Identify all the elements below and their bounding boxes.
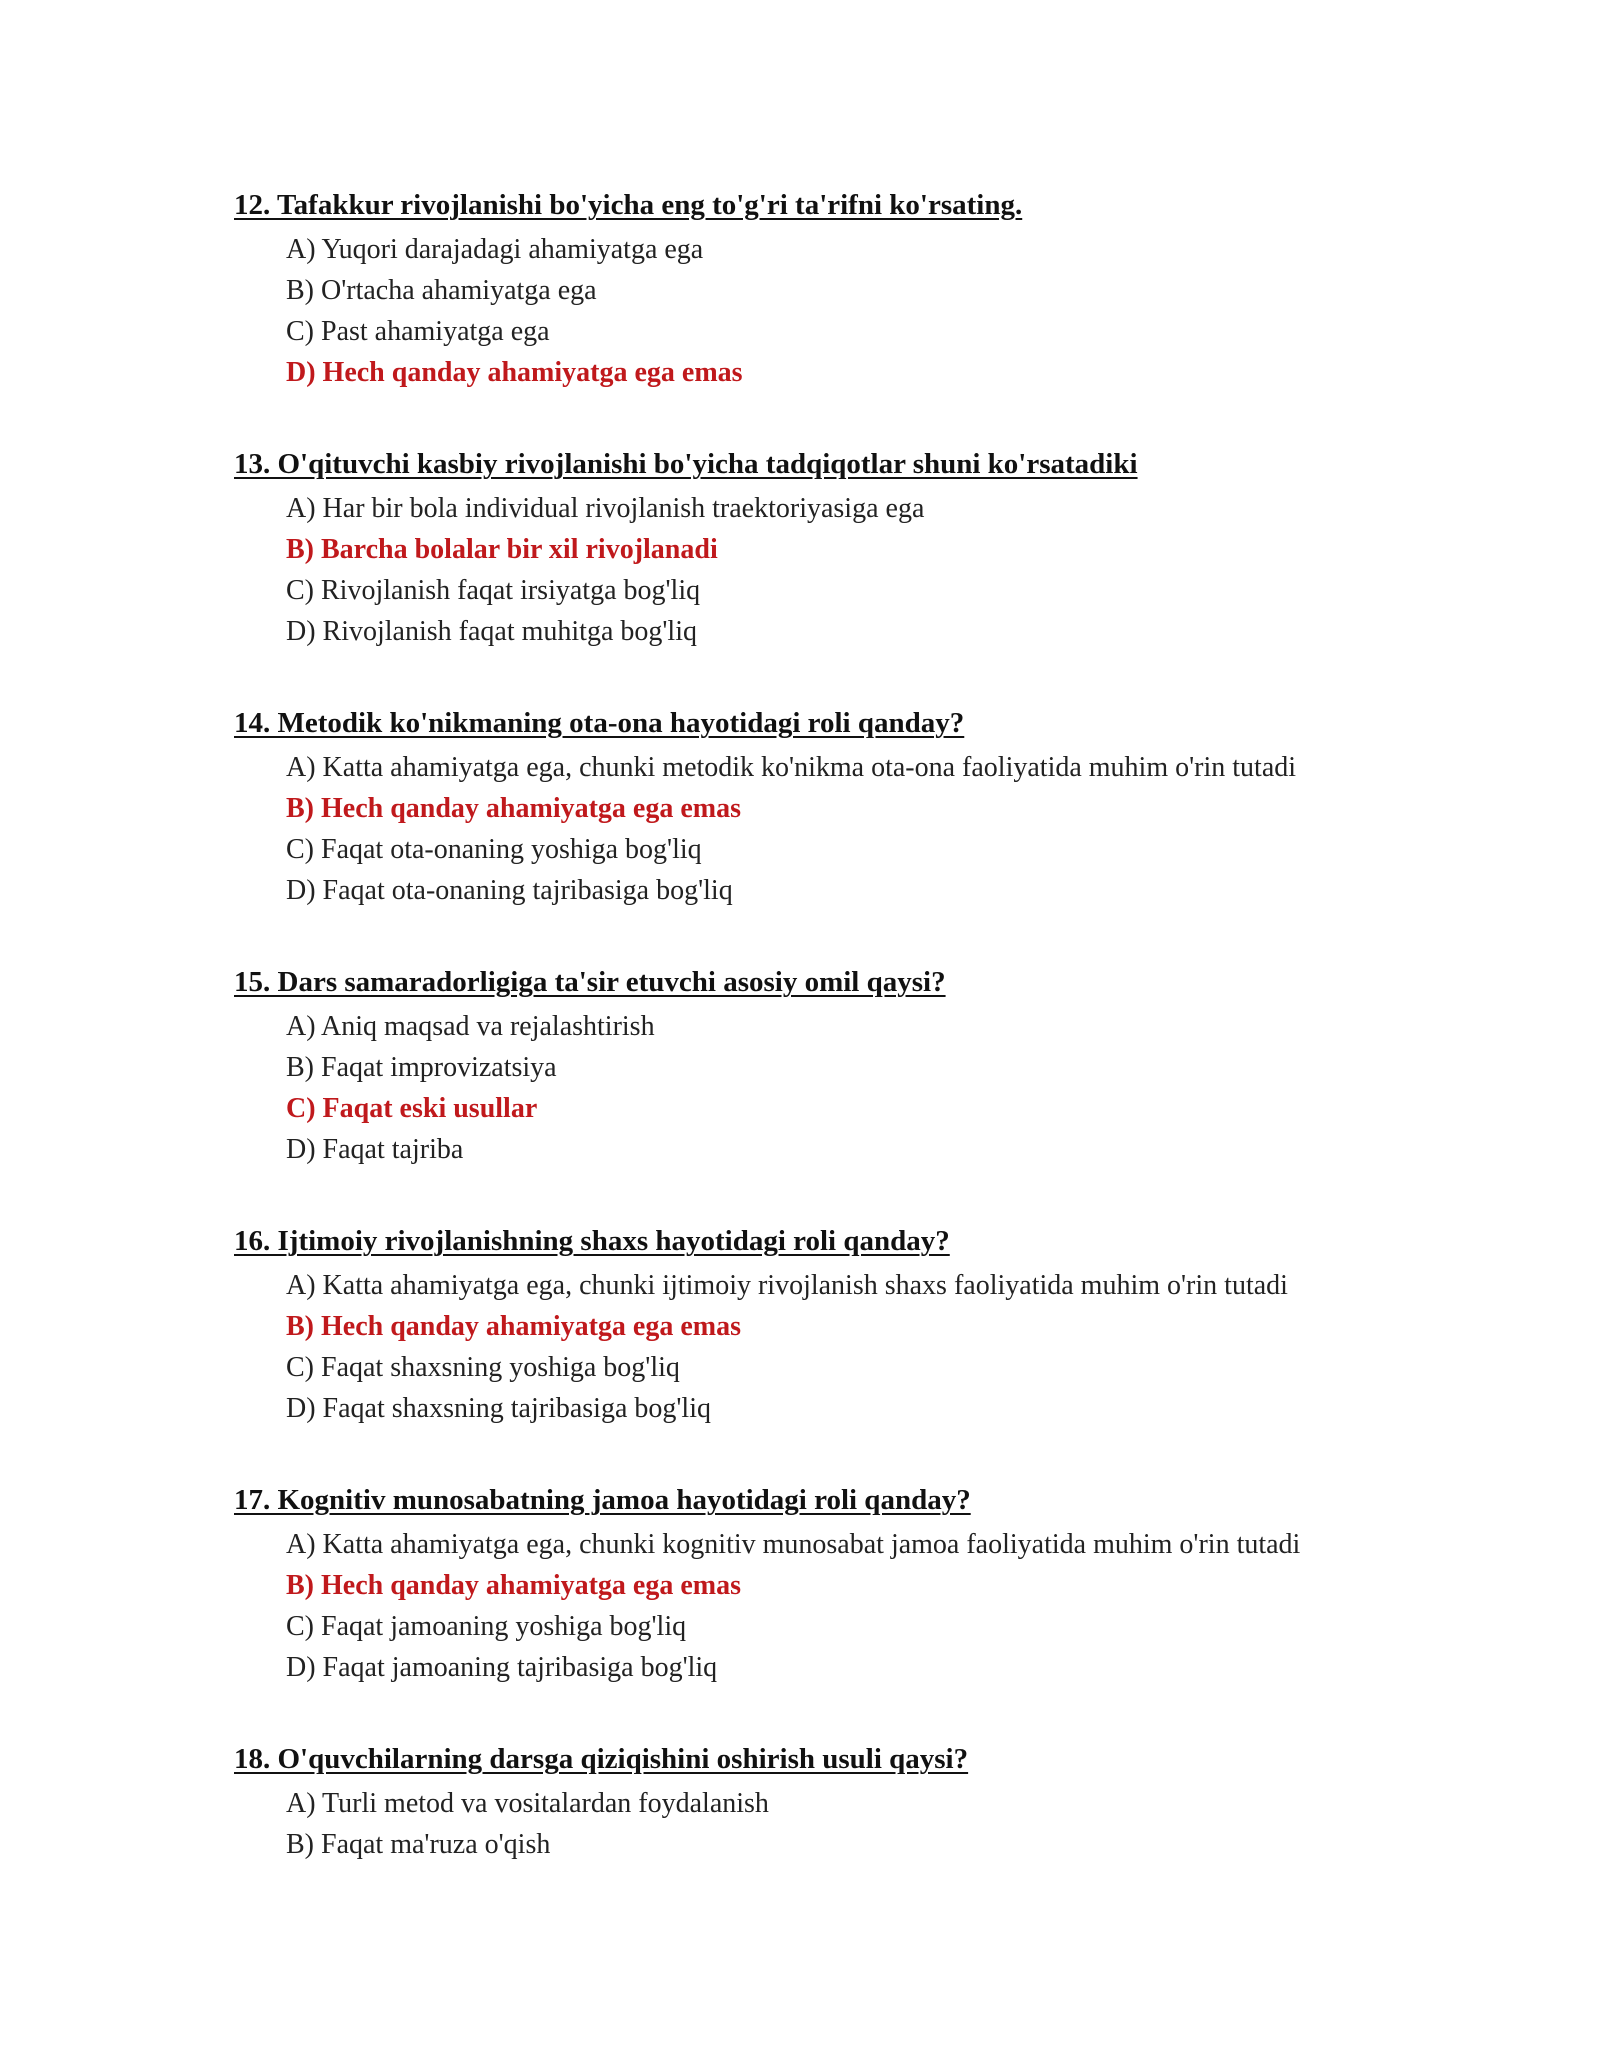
- correct-answer-option: B) Hech qanday ahamiyatga ega emas: [286, 1311, 741, 1342]
- question-title: 14. Metodik ko'nikmaning ota-ona hayotidagi roli qanday?: [234, 707, 965, 739]
- answer-option: D) Faqat jamoaning tajribasiga bog'liq: [286, 1652, 718, 1683]
- answer-option: A) Katta ahamiyatga ega, chunki kognitiv munosabat jamoa faoliyatida muhim o'rin tutadi: [286, 1529, 1301, 1560]
- answer-options: [234, 1265, 1434, 1429]
- correct-answer-option: B) Hech qanday ahamiyatga ega emas: [286, 1570, 741, 1601]
- question-title: 18. O'quvchilarning darsga qiziqishini oshirish usuli qaysi?: [234, 1743, 969, 1775]
- answer-option: B) O'rtacha ahamiyatga ega: [286, 275, 597, 306]
- answer-option: A) Turli metod va vositalardan foydalanish: [286, 1788, 769, 1819]
- answer-options: [234, 229, 1434, 393]
- question-title: 17. Kognitiv munosabatning jamoa hayotidagi roli qanday?: [234, 1484, 971, 1516]
- question-title: 12. Tafakkur rivojlanishi bo'yicha eng to'g'ri ta'rifni ko'rsating.: [234, 189, 1023, 221]
- answer-option: D) Faqat tajriba: [286, 1134, 464, 1165]
- answer-options: [234, 747, 1434, 911]
- answer-option: D) Faqat ota-onaning tajribasiga bog'liq: [286, 875, 733, 906]
- question-block: [234, 1482, 1434, 1688]
- answer-option: A) Aniq maqsad va rejalashtirish: [286, 1011, 655, 1042]
- answer-options: [234, 1783, 1434, 1865]
- answer-option: A) Katta ahamiyatga ega, chunki metodik ko'nikma ota-ona faoliyatida muhim o'rin tutadi: [286, 752, 1297, 783]
- question-block: [234, 964, 1434, 1170]
- answer-option: A) Yuqori darajadagi ahamiyatga ega: [286, 234, 704, 265]
- correct-answer-option: B) Hech qanday ahamiyatga ega emas: [286, 793, 741, 824]
- answer-options: [234, 488, 1434, 652]
- answer-option: B) Faqat improvizatsiya: [286, 1052, 557, 1083]
- question-block: [234, 705, 1434, 911]
- answer-option: C) Past ahamiyatga ega: [286, 316, 550, 347]
- answer-options: [234, 1524, 1434, 1688]
- answer-option: C) Rivojlanish faqat irsiyatga bog'liq: [286, 575, 701, 606]
- answer-option: D) Faqat shaxsning tajribasiga bog'liq: [286, 1393, 711, 1424]
- answer-option: A) Katta ahamiyatga ega, chunki ijtimoiy rivojlanish shaxs faoliyatida muhim o'rin tutadi: [286, 1270, 1288, 1301]
- question-block: [234, 1223, 1434, 1429]
- answer-options: [234, 1006, 1434, 1170]
- correct-answer-option: B) Barcha bolalar bir xil rivojlanadi: [286, 534, 718, 565]
- answer-option: D) Rivojlanish faqat muhitga bog'liq: [286, 616, 697, 647]
- correct-answer-option: D) Hech qanday ahamiyatga ega emas: [286, 357, 743, 388]
- question-block: [234, 1741, 1434, 1865]
- question-block: [234, 446, 1434, 652]
- question-block: [234, 187, 1434, 393]
- answer-option: B) Faqat ma'ruza o'qish: [286, 1829, 551, 1860]
- question-title: 16. Ijtimoiy rivojlanishning shaxs hayotidagi roli qanday?: [234, 1225, 950, 1257]
- correct-answer-option: C) Faqat eski usullar: [286, 1093, 538, 1124]
- answer-option: C) Faqat jamoaning yoshiga bog'liq: [286, 1611, 687, 1642]
- question-title: 15. Dars samaradorligiga ta'sir etuvchi asosiy omil qaysi?: [234, 966, 946, 998]
- question-title: 13. O'qituvchi kasbiy rivojlanishi bo'yicha tadqiqotlar shuni ko'rsatadiki: [234, 448, 1138, 480]
- answer-option: C) Faqat shaxsning yoshiga bog'liq: [286, 1352, 680, 1383]
- answer-option: A) Har bir bola individual rivojlanish traektoriyasiga ega: [286, 493, 925, 524]
- answer-option: C) Faqat ota-onaning yoshiga bog'liq: [286, 834, 702, 865]
